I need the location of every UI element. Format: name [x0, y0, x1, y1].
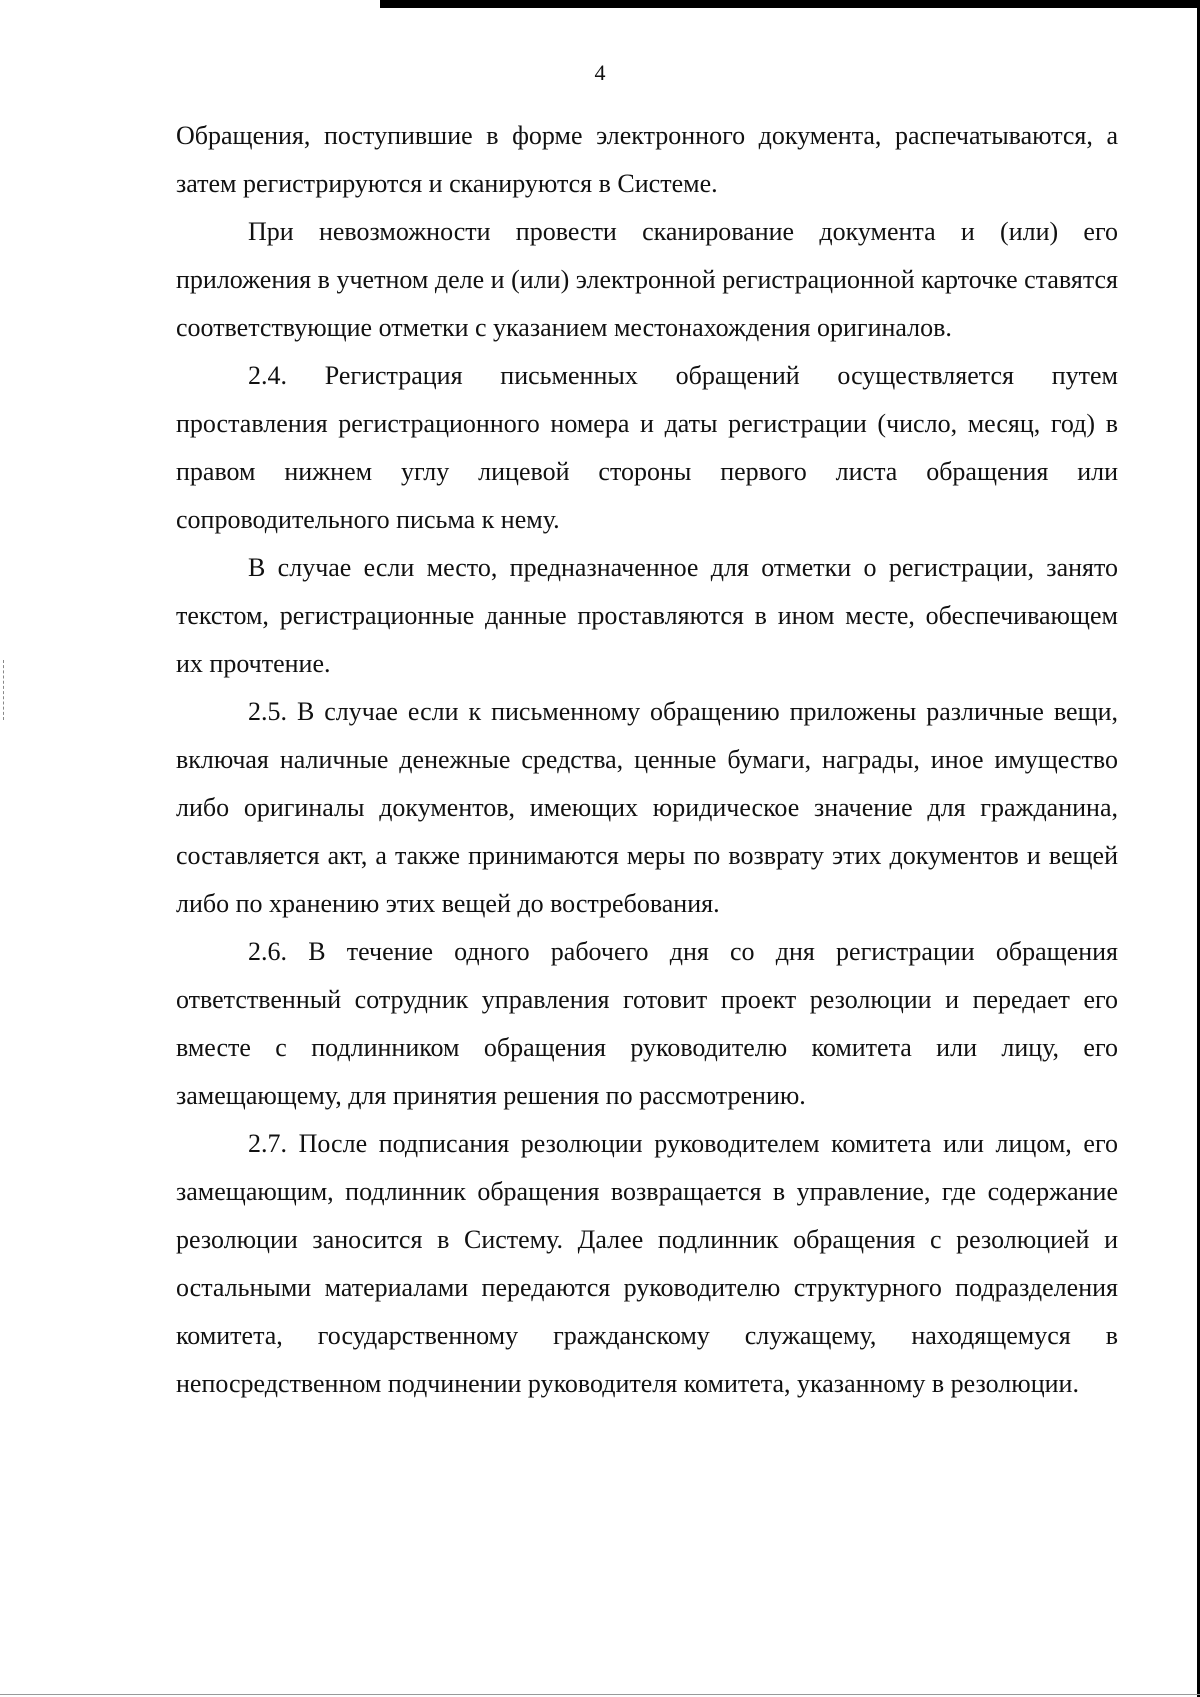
- paragraph-2-6-resolution-draft: 2.6. В течение одного рабочего дня со дня регистрации обращения ответственный сотрудник управления готовит проект резолюции и передает его вместе с подлинником обращения руководителю комитета или лицу, его замещающему, для принятия решения по рассмотрению.: [176, 937, 1118, 1110]
- page-number: 4: [594, 60, 606, 85]
- paragraph-scanning-impossible: При невозможности провести сканирование документа и (или) его приложения в учетном деле и (или) электронной регистрационной карточке ставятся соответствующие отметки с указанием местонахождения оригиналов.: [176, 217, 1118, 342]
- paragraph-registration-place: В случае если место, предназначенное для отметки о регистрации, занято текстом, регистрационные данные проставляются в ином месте, обеспечивающем их прочтение.: [176, 553, 1118, 678]
- scan-top-border: [380, 0, 1200, 8]
- paragraph-electronic-documents: Обращения, поступившие в форме электронного документа, распечатываются, а затем регистрируются и сканируются в Системе.: [176, 121, 1118, 198]
- paragraph-2-4-registration: 2.4. Регистрация письменных обращений осуществляется путем проставления регистрационного номера и даты регистрации (число, месяц, год) в правом нижнем углу лицевой стороны первого листа обращения или сопроводительного письма к нему.: [176, 361, 1118, 534]
- scan-left-marks: [3, 660, 5, 720]
- paragraph-2-5-attached-items: 2.5. В случае если к письменному обращению приложены различные вещи, включая наличные денежные средства, ценные бумаги, награды, иное имущество либо оригиналы документов, имеющих юридическое значение для гражданина, составляется акт, а также принимаются меры по возврату этих документов и вещей либо по хранению этих вещей до востребования.: [176, 697, 1118, 918]
- document-body: [176, 112, 1118, 1408]
- paragraph-2-7-after-signing: 2.7. После подписания резолюции руководителем комитета или лицом, его замещающим, подлинник обращения возвращается в управление, где содержание резолюции заносится в Систему. Далее подлинник обращения с резолюцией и остальными материалами передаются руководителю структурного подразделения комитета, государственному гражданскому служащему, находящемуся в непосредственном подчинении руководителя комитета, указанному в резолюции.: [176, 1129, 1118, 1398]
- scan-bottom-border: [0, 1694, 1200, 1695]
